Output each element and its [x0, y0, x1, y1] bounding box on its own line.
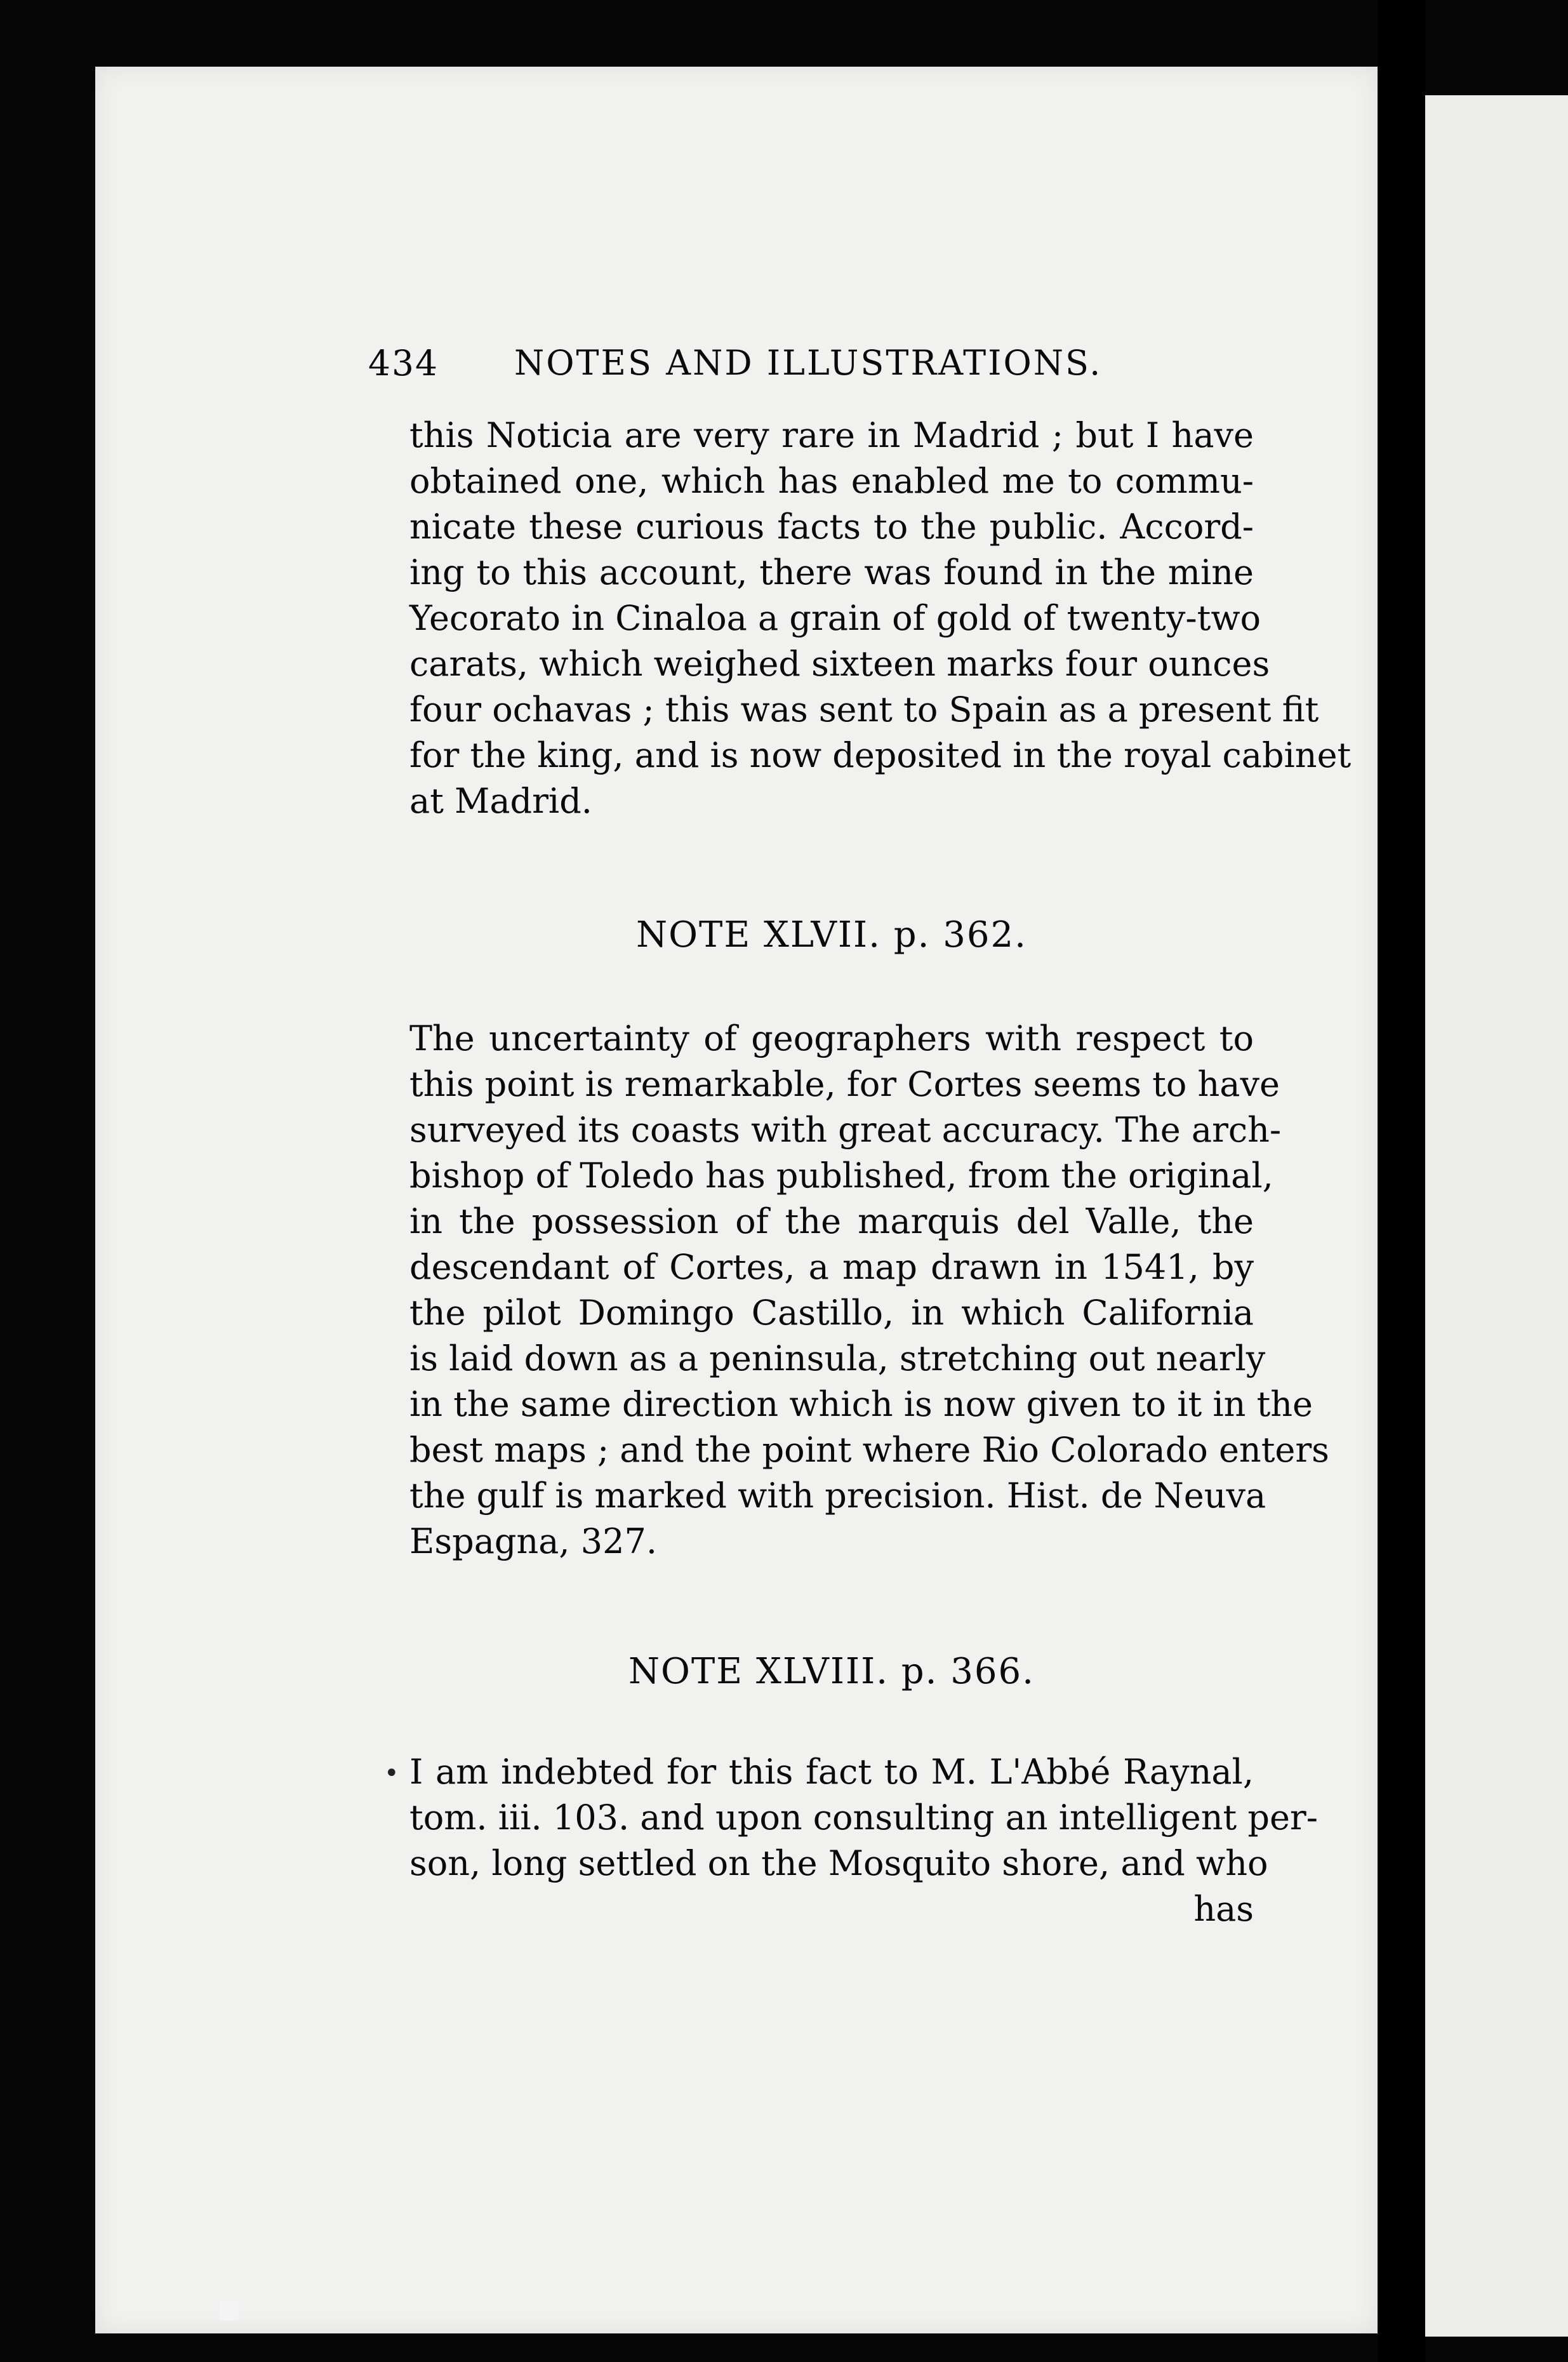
text-line: tom. iii. 103. and upon consulting an intelligent per-: [409, 1798, 1318, 1838]
text-line: carats, which weighed sixteen marks four ounces: [409, 644, 1270, 684]
scan-speck: ▪: [216, 2286, 242, 2330]
text-line: son, long settled on the Mosquito shore, and who: [409, 1843, 1268, 1883]
text-line: obtained one, which has enabled me to commu-: [409, 461, 1254, 501]
facing-page-edge: [1425, 95, 1568, 2337]
catchword: has: [1193, 1889, 1254, 1929]
text-line: I am indebted for this fact to M. L'Abbé Raynal,: [409, 1752, 1254, 1792]
note-47-heading: NOTE XLVII. p. 362.: [636, 914, 1027, 956]
text-line: in the same direction which is now given to it in the: [409, 1384, 1313, 1424]
running-head: [368, 343, 1270, 394]
text-line: best maps ; and the point where Rio Colorado enters: [409, 1430, 1329, 1470]
text-line: bishop of Toledo has published, from the original,: [409, 1156, 1273, 1196]
note-47-paragraph: [409, 1016, 1329, 1565]
note-48-paragraph: [409, 1749, 1318, 1932]
text-line: this Noticia are very rare in Madrid ; but I have: [409, 415, 1254, 455]
book-gutter: [1378, 0, 1425, 2362]
text-line: the pilot Domingo Castillo, in which California: [409, 1293, 1254, 1333]
text-line: ing to this account, there was found in the mine: [409, 552, 1254, 592]
text-line: Espagna, 327.: [409, 1521, 657, 1561]
text-line: at Madrid.: [409, 781, 592, 821]
text-line: is laid down as a peninsula, stretching out nearly: [409, 1338, 1266, 1378]
text-line: nicate these curious facts to the public. Accord-: [409, 507, 1254, 547]
text-line: Yecorato in Cinaloa a grain of gold of twenty-two: [409, 598, 1261, 638]
margin-mark: •: [384, 1759, 399, 1788]
running-head-title: NOTES AND ILLUSTRATIONS.: [514, 343, 1103, 383]
text-line: the gulf is marked with precision. Hist. de Neuva: [409, 1476, 1266, 1516]
text-line: in the possession of the marquis del Valle, the: [409, 1201, 1254, 1241]
page-number: 434: [368, 343, 439, 384]
note-48-heading: NOTE XLVIII. p. 366.: [628, 1651, 1035, 1692]
continuation-paragraph: [409, 413, 1352, 824]
text-line: four ochavas ; this was sent to Spain as a present fit: [409, 690, 1319, 730]
text-line: for the king, and is now deposited in the royal cabinet: [409, 735, 1352, 775]
text-line: The uncertainty of geographers with respect to: [409, 1018, 1254, 1058]
text-line: descendant of Cortes, a map drawn in 1541, by: [409, 1247, 1254, 1287]
text-line: this point is remarkable, for Cortes seems to have: [409, 1064, 1280, 1104]
text-line: surveyed its coasts with great accuracy. The arch-: [409, 1110, 1282, 1150]
